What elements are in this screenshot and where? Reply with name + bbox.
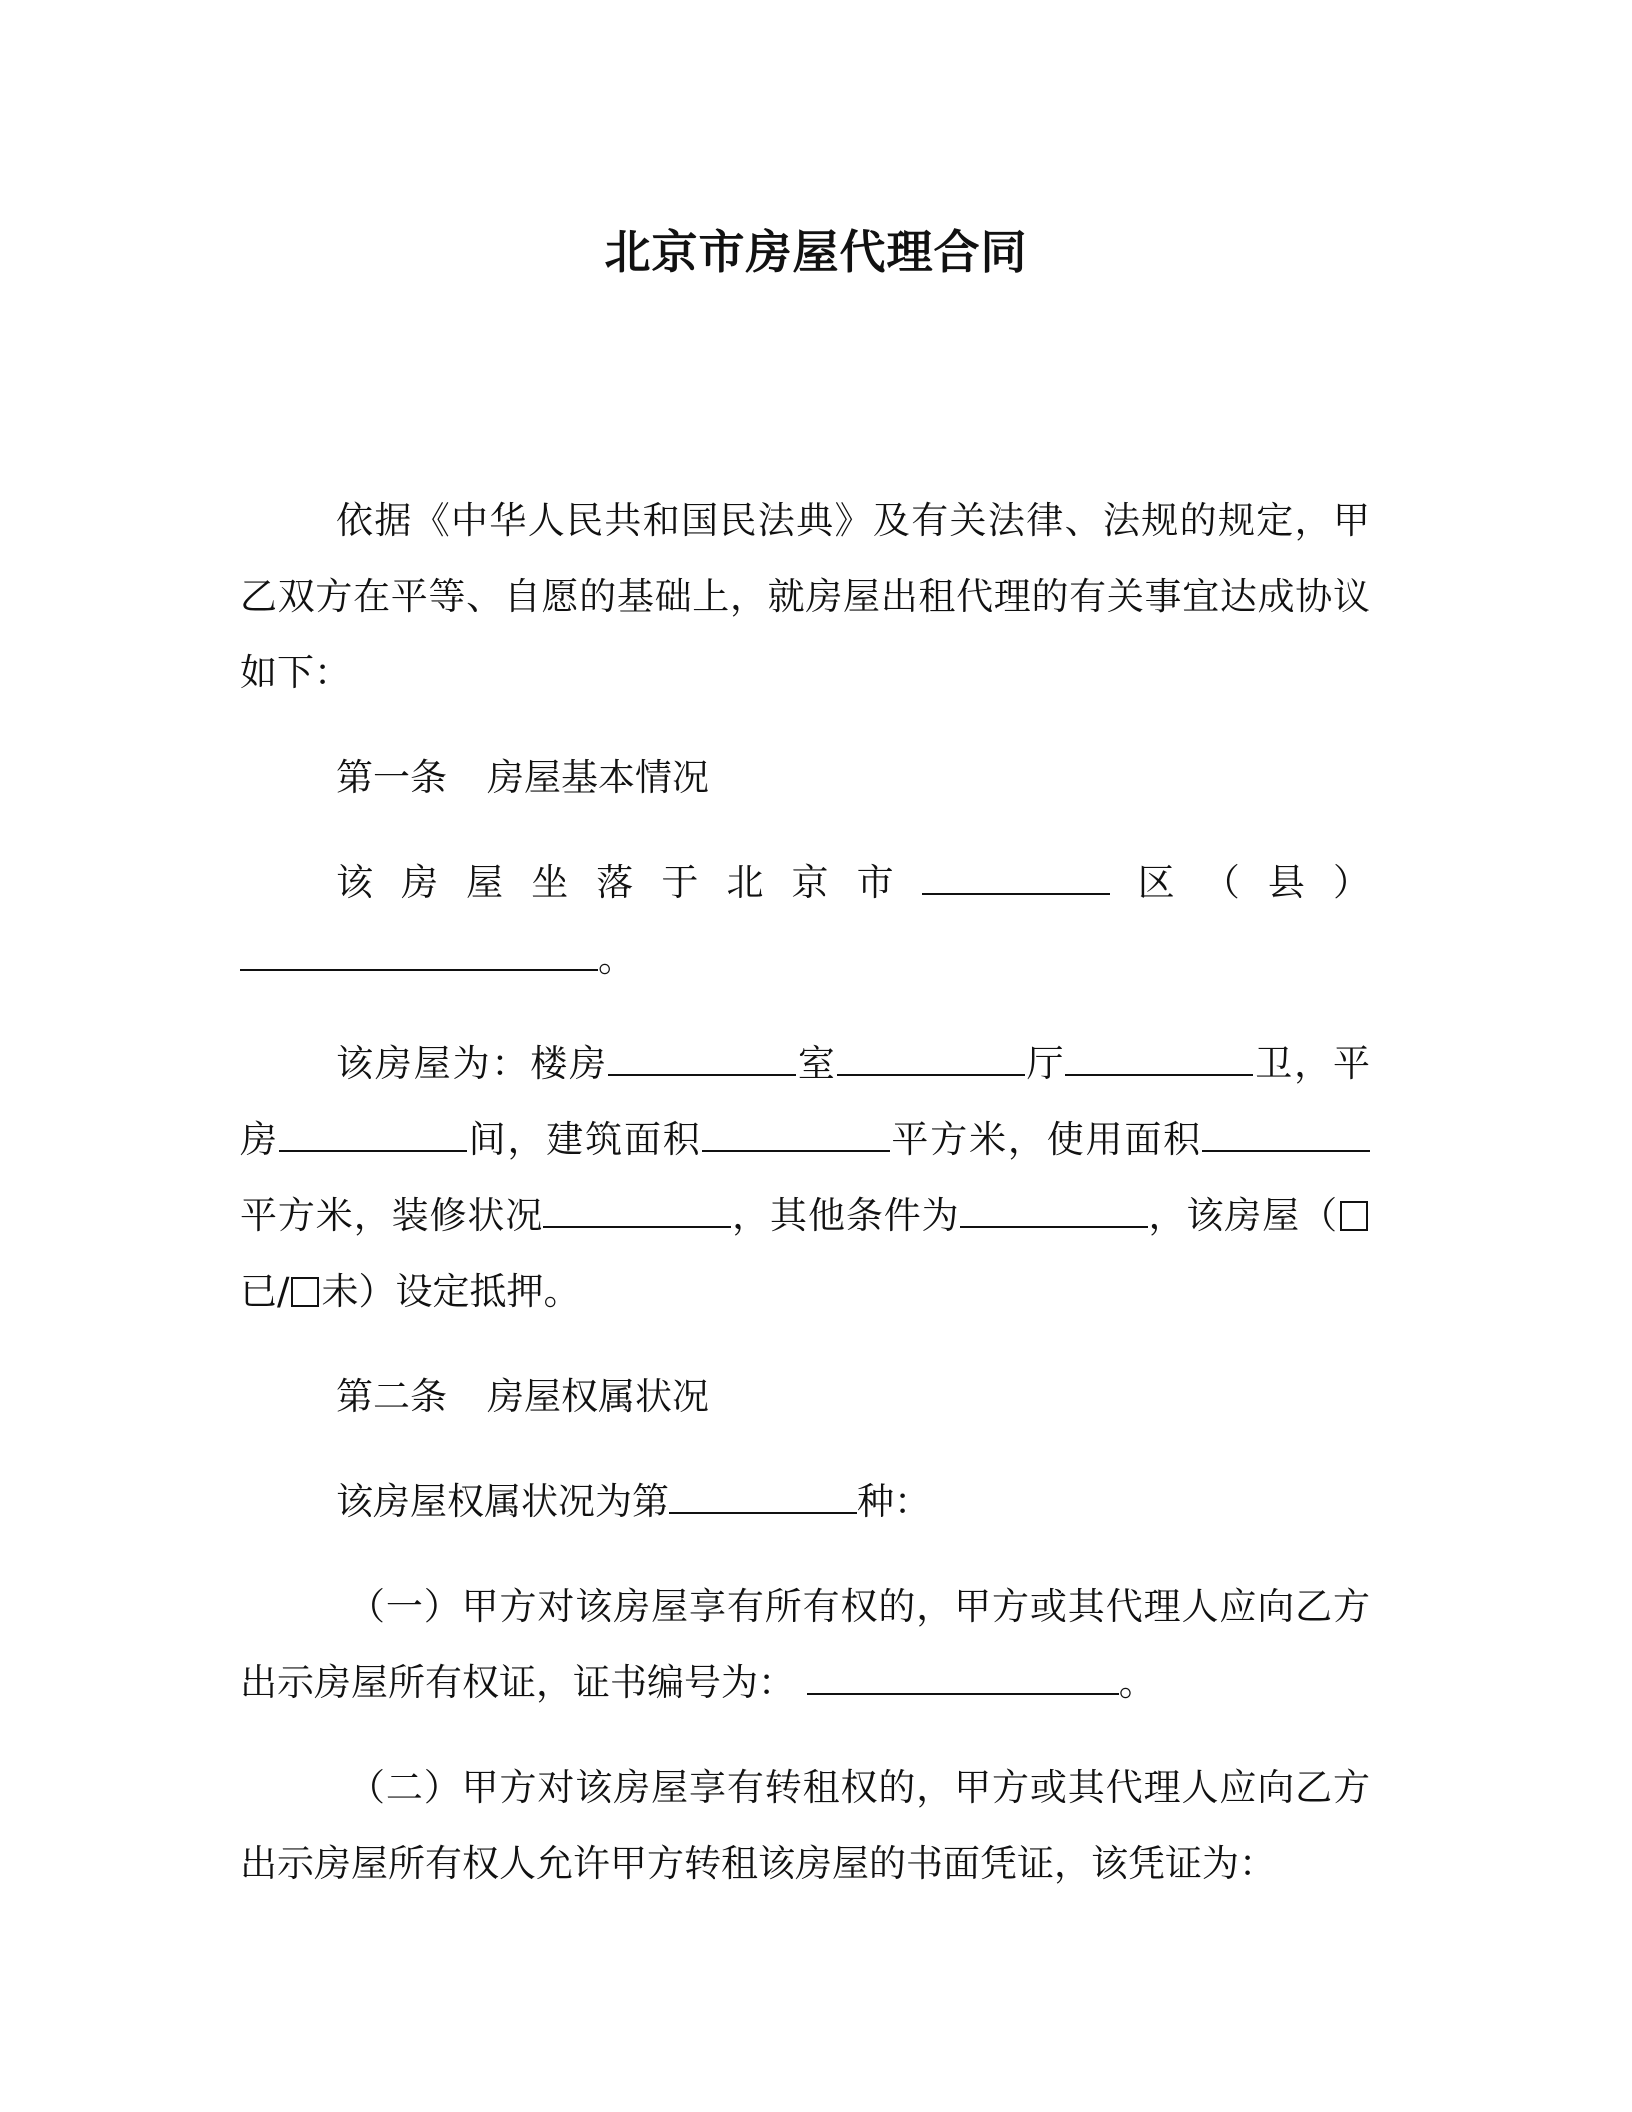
article1-heading	[240, 740, 1370, 816]
other-conditions-blank	[960, 1196, 1148, 1228]
details-text-10: 已/	[240, 1270, 290, 1313]
decoration-blank	[543, 1196, 731, 1228]
details-text-2: 室	[796, 1042, 837, 1085]
details-text-5: 间，建筑面积	[466, 1118, 702, 1161]
details-text-11: 未）设定抵押。	[321, 1270, 581, 1313]
district-blank	[922, 863, 1110, 895]
article1-title: 房屋基本情况	[487, 756, 709, 799]
details-text-3: 厅	[1024, 1042, 1066, 1085]
mortgaged-no-checkbox	[291, 1277, 319, 1307]
document-body	[240, 483, 1370, 1902]
location-text-3: 。	[598, 937, 635, 980]
article1-number: 第一条	[336, 756, 447, 799]
location-text-1: 该房屋坐落于北京市	[336, 861, 922, 904]
ownership-type-blank	[669, 1482, 857, 1514]
details-text-4: 卫，平房	[240, 1042, 1371, 1161]
building-area-blank	[702, 1120, 890, 1152]
preamble-paragraph	[240, 483, 1370, 711]
bathrooms-blank	[1065, 1044, 1253, 1076]
location-text-2: 区（县）	[1109, 861, 1371, 904]
article2-item1-paragraph	[240, 1569, 1370, 1721]
details-text-8: ，其他条件为	[731, 1194, 960, 1237]
certificate-number-blank	[807, 1663, 1119, 1695]
item1-text-2: 。	[1118, 1661, 1156, 1704]
article2-number: 第二条	[336, 1375, 447, 1418]
article2-type-paragraph	[240, 1464, 1370, 1540]
article2-title: 房屋权属状况	[487, 1375, 709, 1418]
article2-heading	[240, 1359, 1370, 1435]
details-text-6: 平方米，使用面积	[889, 1118, 1203, 1161]
rooms-blank	[608, 1044, 796, 1076]
type-text-2: 种：	[857, 1480, 931, 1523]
type-text-1: 该房屋权属状况为第	[336, 1480, 669, 1523]
item1-text-1: （一）甲方对该房屋享有所有权的，甲方或其代理人应向乙方出示房屋所有权证，证书编号为：	[240, 1585, 1370, 1704]
mortgaged-yes-checkbox	[1340, 1201, 1368, 1231]
usable-area-blank	[1202, 1120, 1370, 1152]
preamble-text: 依据《中华人民共和国民法典》及有关法律、法规的规定，甲乙双方在平等、自愿的基础上，就房屋出租代理的有关事宜达成协议如下：	[240, 499, 1370, 694]
article1-location-paragraph	[240, 845, 1370, 997]
details-text-7: 平方米，装修状况	[240, 1194, 544, 1237]
bungalow-rooms-blank	[279, 1120, 467, 1152]
item2-text-1: （二）甲方对该房屋享有转租权的，甲方或其代理人应向乙方出示房屋所有权人允许甲方转租该房屋的书面凭证，该凭证为：	[240, 1766, 1370, 1885]
article2-item2-paragraph	[240, 1750, 1370, 1902]
document-title: 北京市房屋代理合同	[604, 225, 1028, 279]
halls-blank	[837, 1044, 1025, 1076]
address-blank	[240, 939, 598, 971]
article1-details-paragraph	[240, 1026, 1370, 1330]
details-text-1: 该房屋为：楼房	[336, 1042, 608, 1085]
details-text-9: ，该房屋（	[1147, 1194, 1339, 1237]
